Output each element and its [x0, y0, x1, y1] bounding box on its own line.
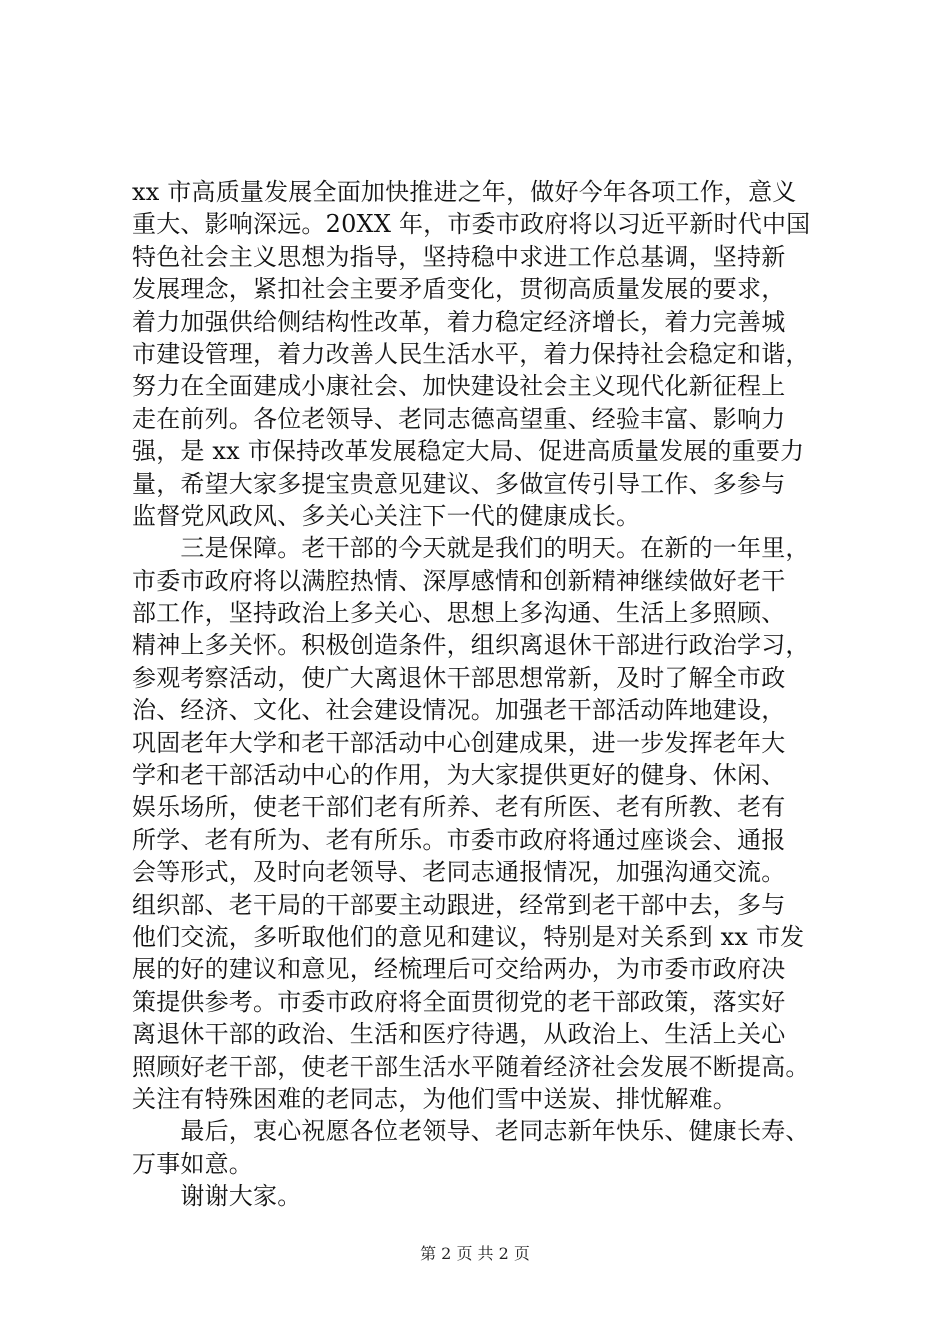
text-line: 努力在全面建成小康社会、加快建设社会主义现代化新征程上 — [132, 372, 786, 401]
text-line: 监督党风政风、多关心关注下一代的健康成长。 — [132, 501, 641, 530]
document-body — [132, 176, 852, 1213]
text-line: 走在前列。各位老领导、老同志德高望重、经验丰富、影响力 — [132, 404, 786, 433]
text-line: 特色社会主义思想为指导，坚持稳中求进工作总基调，坚持新 — [132, 242, 786, 271]
text-line: 学和老干部活动中心的作用，为大家提供更好的健身、休闲、 — [132, 761, 786, 790]
text-line: 治、经济、文化、社会建设情况。加强老干部活动阵地建设， — [132, 696, 786, 725]
page-footer: 第 2 页 共 2 页 — [420, 1244, 530, 1263]
text-line: 万事如意。 — [132, 1149, 253, 1178]
text-line: 市委市政府将以满腔热情、深厚感情和创新精神继续做好老干 — [132, 566, 786, 595]
text-line: 照顾好老干部，使老干部生活水平随着经济社会发展不断提高。 — [132, 1052, 810, 1081]
text-line: 谢谢大家。 — [132, 1182, 302, 1211]
text-line: 组织部、老干局的干部要主动跟进，经常到老干部中去，多与 — [132, 890, 786, 919]
text-line: 策提供参考。市委市政府将全面贯彻党的老干部政策，落实好 — [132, 987, 786, 1016]
text-line: 娱乐场所，使老干部们老有所养、老有所医、老有所教、老有 — [132, 793, 786, 822]
text-line: 量，希望大家多提宝贵意见建议、多做宣传引导工作、多参与 — [132, 469, 786, 498]
text-line: 会等形式，及时向老领导、老同志通报情况，加强沟通交流。 — [132, 858, 786, 887]
text-line: 着力加强供给侧结构性改革，着力稳定经济增长，着力完善城 — [132, 307, 786, 336]
text-line: 市建设管理，着力改善人民生活水平，着力保持社会稳定和谐， — [132, 339, 810, 368]
text-line: 三是保障。老干部的今天就是我们的明天。在新的一年里， — [132, 534, 810, 563]
text-line: 关注有特殊困难的老同志，为他们雪中送炭、排忧解难。 — [132, 1084, 737, 1113]
text-line: 部工作，坚持政治上多关心、思想上多沟通、生活上多照顾、 — [132, 599, 786, 628]
text-line: 精神上多关怀。积极创造条件，组织离退休干部进行政治学习， — [132, 631, 810, 660]
text-line: 展的好的建议和意见，经梳理后可交给两办，为市委市政府决 — [132, 955, 786, 984]
text-line: 强，是 xx 市保持改革发展稳定大局、促进高质量发展的重要力 — [132, 437, 805, 466]
text-line: 最后，衷心祝愿各位老领导、老同志新年快乐、健康长寿、 — [132, 1117, 810, 1146]
text-line: 重大、影响深远。20XX 年，市委市政府将以习近平新时代中国 — [132, 210, 811, 239]
text-line: 所学、老有所为、老有所乐。市委市政府将通过座谈会、通报 — [132, 825, 786, 854]
text-line: 离退休干部的政治、生活和医疗待遇，从政治上、生活上关心 — [132, 1020, 786, 1049]
text-line: 他们交流，多听取他们的意见和建议，特别是对关系到 xx 市发 — [132, 922, 805, 951]
text-line: 巩固老年大学和老干部活动中心创建成果，进一步发挥老年大 — [132, 728, 786, 757]
text-line: xx 市高质量发展全面加快推进之年，做好今年各项工作，意义 — [132, 178, 797, 206]
text-line: 发展理念，紧扣社会主要矛盾变化，贯彻高质量发展的要求， — [132, 275, 786, 304]
text-line: 参观考察活动，使广大离退休干部思想常新，及时了解全市政 — [132, 663, 786, 692]
